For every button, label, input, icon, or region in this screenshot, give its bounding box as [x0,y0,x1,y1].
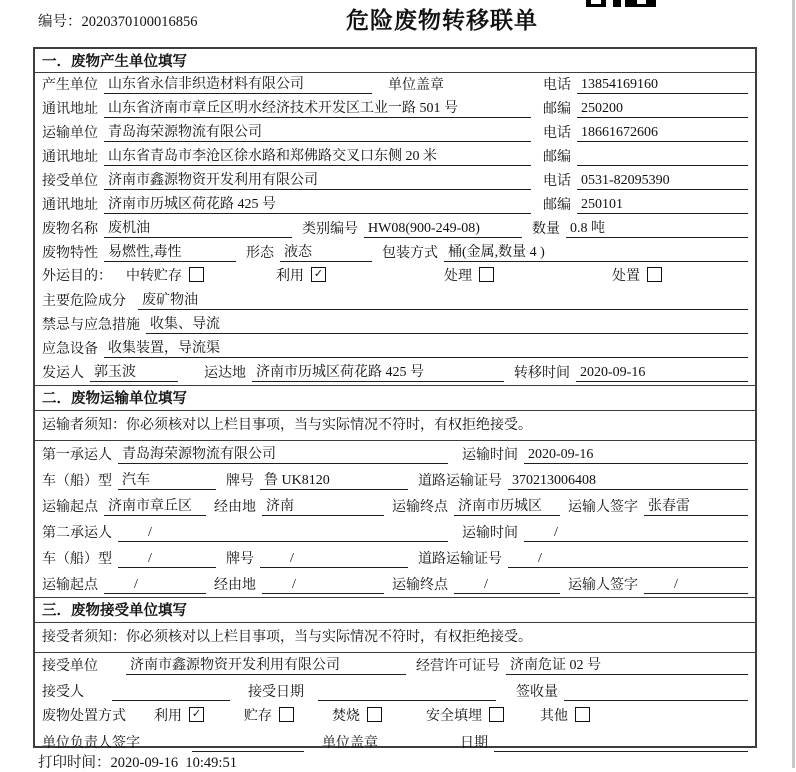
row-waste-characteristics [35,241,755,265]
checkbox-disposal-landfill [489,707,504,722]
row-producer [35,73,755,97]
via1-label: 经由地 [214,499,256,515]
print-time-value: 2020-09-16 10:49:51 [110,755,237,771]
vehicle1-label: 车（船）型 [42,473,112,489]
phone-label: 电话 [543,78,571,93]
transfer-date-value: 2020-09-16 [576,365,748,382]
sign1-label: 运输人签字 [568,499,638,515]
plate2-value: / [260,551,408,568]
via2-label: 经由地 [214,577,256,593]
purpose-option-treat: 处理 [444,265,494,285]
checkbox-storage [189,267,204,282]
disposal-option-landfill: 安全填埋 [426,705,504,725]
receiver-value: 济南市鑫源物资开发利用有限公司 [104,169,531,190]
print-time [38,751,237,772]
transporter-value: 青岛海荣源物流有限公司 [104,121,531,142]
vehicle2-label: 车（船）型 [42,551,112,567]
disposal-option-incinerate: 焚烧 [332,705,382,725]
transport-time1-value: 2020-09-16 [524,447,748,464]
receiver-notice-text: 接受者须知：你必须核对以上栏目事项，当与实际情况不符时，有权拒绝接受。 [42,629,532,645]
producer-value: 山东省永信非织造材料有限公司 [104,73,372,94]
hazard-label: 主要危险成分 [42,293,126,309]
row-shipper [35,361,755,385]
disposal-label: 废物处置方式 [42,709,126,725]
license1-label: 道路运输证号 [418,473,502,489]
unit-seal-label: 单位盖章 [388,78,444,93]
destination-label: 运达地 [204,365,246,381]
origin2-value: / [104,577,206,594]
document-header [0,0,796,42]
transporter-address-value: 山东省青岛市李沧区徐水路和郑佛路交叉口东侧 20 米 [104,145,531,166]
purpose-option-utilize: 利用 ✓ [276,265,326,285]
phone-label: 电话 [543,174,571,189]
address-label: 通讯地址 [42,150,98,165]
category-label: 类别编号 [302,222,358,237]
transport-time1-label: 运输时间 [462,447,518,463]
accepter-label: 接受人 [42,684,84,700]
form-value: 液态 [280,241,372,262]
date-value [494,735,748,752]
page-edge-divider [792,0,795,768]
carrier1-value: 青岛海荣源物流有限公司 [118,443,448,464]
end1-value: 济南市历城区 [454,495,560,516]
shipper-value: 郭玉波 [90,361,178,382]
category-value: HW08(900-249-08) [364,221,522,238]
accept-date-label: 接受日期 [248,684,304,700]
precautions-value: 收集、导流 [146,313,748,334]
shipper-label: 发运人 [42,365,84,381]
checkbox-disposal-other [575,707,590,722]
accept-unit-label: 接受单位 [42,659,98,675]
received-qty-value [564,684,748,701]
vehicle1-value: 汽车 [118,469,216,490]
purpose-option-storage: 中转贮存 [126,265,204,285]
row-route2 [35,571,755,597]
permit-value: 济南危证 02 号 [506,654,748,675]
row-accepter [35,678,755,704]
quantity-label: 数量 [532,222,560,237]
transporter-phone-value: 18661672606 [577,125,748,142]
responsible-sign-label: 单位负责人签字 [42,736,140,752]
zip-label: 邮编 [543,102,571,117]
sign2-value: / [644,577,748,594]
row-transfer-purpose [35,265,755,289]
receiver-phone-value: 0531-82095390 [577,173,748,190]
characteristics-label: 废物特性 [42,246,98,261]
row-transporter-address [35,145,755,169]
purpose-option-dispose: 处置 [612,265,662,285]
row-vehicle1 [35,467,755,493]
packaging-value: 桶(金属,数量 4 ) [444,241,748,262]
page-title: 危险废物转移联单 [346,7,538,33]
row-waste-name [35,217,755,241]
section1-header: 一．废物产生单位填写 [35,49,755,73]
license2-value: / [508,551,748,568]
checkbox-disposal-incinerate [367,707,382,722]
checkbox-utilize-checked: ✓ [311,267,326,282]
document-number-value: 2020370100016856 [81,14,198,30]
carrier1-label: 第一承运人 [42,447,112,463]
document-number-label: 编号： [38,14,82,30]
vehicle2-value: / [118,551,216,568]
accepter-value [112,684,230,701]
sign2-label: 运输人签字 [568,577,638,593]
section3-header: 三．废物接受单位填写 [35,597,755,623]
receiver-address-value: 济南市历城区荷花路 425 号 [104,193,531,214]
origin1-value: 济南市章丘区 [104,495,206,516]
origin1-label: 运输起点 [42,499,98,515]
plate1-label: 牌号 [226,473,254,489]
producer-address-value: 山东省济南市章丘区明水经济技术开发区工业一路 501 号 [104,97,531,118]
row-precautions [35,313,755,337]
row-emergency-equipment [35,337,755,361]
transfer-manifest-form [33,47,757,752]
end1-label: 运输终点 [392,499,448,515]
via1-value: 济南 [262,495,384,516]
disposal-option-utilize: 利用 ✓ [154,705,204,725]
transporter-notice [35,411,755,441]
disposal-option-other: 其他 [540,705,590,725]
carrier2-label: 第二承运人 [42,525,112,541]
transporter-zip-value [577,149,748,166]
transporter-label: 运输单位 [42,126,98,141]
date-label: 日期 [460,736,488,752]
received-qty-label: 签收量 [516,684,558,700]
row-transporter [35,121,755,145]
responsible-sign-value [192,735,304,752]
row-receiver [35,169,755,193]
row-disposal-method [35,704,755,730]
waste-name-value: 废机油 [104,217,292,238]
transporter-notice-text: 运输者须知：你必须核对以上栏目事项，当与实际情况不符时，有权拒绝接受。 [42,417,532,433]
destination-value: 济南市历城区荷花路 425 号 [252,361,504,382]
transfer-date-label: 转移时间 [514,365,570,381]
plate2-label: 牌号 [226,551,254,567]
row-hazard-components [35,289,755,313]
license2-label: 道路运输证号 [418,551,502,567]
checkbox-disposal-store [279,707,294,722]
checkbox-disposal-utilize-checked: ✓ [189,707,204,722]
zip-label: 邮编 [543,198,571,213]
equipment-value: 收集装置，导流渠 [104,337,748,358]
print-time-label: 打印时间： [38,755,111,771]
row-receiver-address [35,193,755,217]
end2-label: 运输终点 [392,577,448,593]
permit-label: 经营许可证号 [416,659,500,675]
receiver-zip-value: 250101 [577,197,748,214]
producer-zip-value: 250200 [577,101,748,118]
transport-time2-label: 运输时间 [462,525,518,541]
packaging-label: 包装方式 [382,246,438,261]
address-label: 通讯地址 [42,198,98,213]
accept-unit-value: 济南市鑫源物资开发利用有限公司 [126,654,406,675]
transport-time2-value: / [524,525,748,542]
row-vehicle2 [35,545,755,571]
row-route1 [35,493,755,519]
equipment-label: 应急设备 [42,341,98,357]
unit-seal-label: 单位盖章 [322,736,378,752]
disposal-option-store: 贮存 [244,705,294,725]
row-producer-address [35,97,755,121]
row-carrier2 [35,519,755,545]
purpose-label: 外运目的： [42,269,112,285]
precautions-label: 禁忌与应急措施 [42,317,140,333]
plate1-value: 鲁 UK8120 [260,469,408,490]
hazard-value: 废矿物油 [138,289,748,310]
row-carrier1 [35,441,755,467]
phone-label: 电话 [543,126,571,141]
checkbox-dispose [647,267,662,282]
sign1-value: 张春雷 [644,495,748,516]
producer-label: 产生单位 [42,78,98,93]
origin2-label: 运输起点 [42,577,98,593]
receiver-notice [35,623,755,653]
carrier2-value: / [118,525,448,542]
form-label: 形态 [246,246,274,261]
address-label: 通讯地址 [42,102,98,117]
zip-label: 邮编 [543,150,571,165]
receiver-label: 接受单位 [42,174,98,189]
characteristics-value: 易燃性,毒性 [104,241,236,262]
license1-value: 370213006408 [508,473,748,490]
accept-date-value [318,684,496,701]
row-accept-unit [35,653,755,679]
end2-value: / [454,577,560,594]
via2-value: / [262,577,384,594]
waste-name-label: 废物名称 [42,222,98,237]
qr-code-fragment [586,0,658,8]
checkbox-treat [479,267,494,282]
section2-header: 二．废物运输单位填写 [35,385,755,411]
producer-phone-value: 13854169160 [577,77,748,94]
quantity-value: 0.8 吨 [566,217,748,238]
